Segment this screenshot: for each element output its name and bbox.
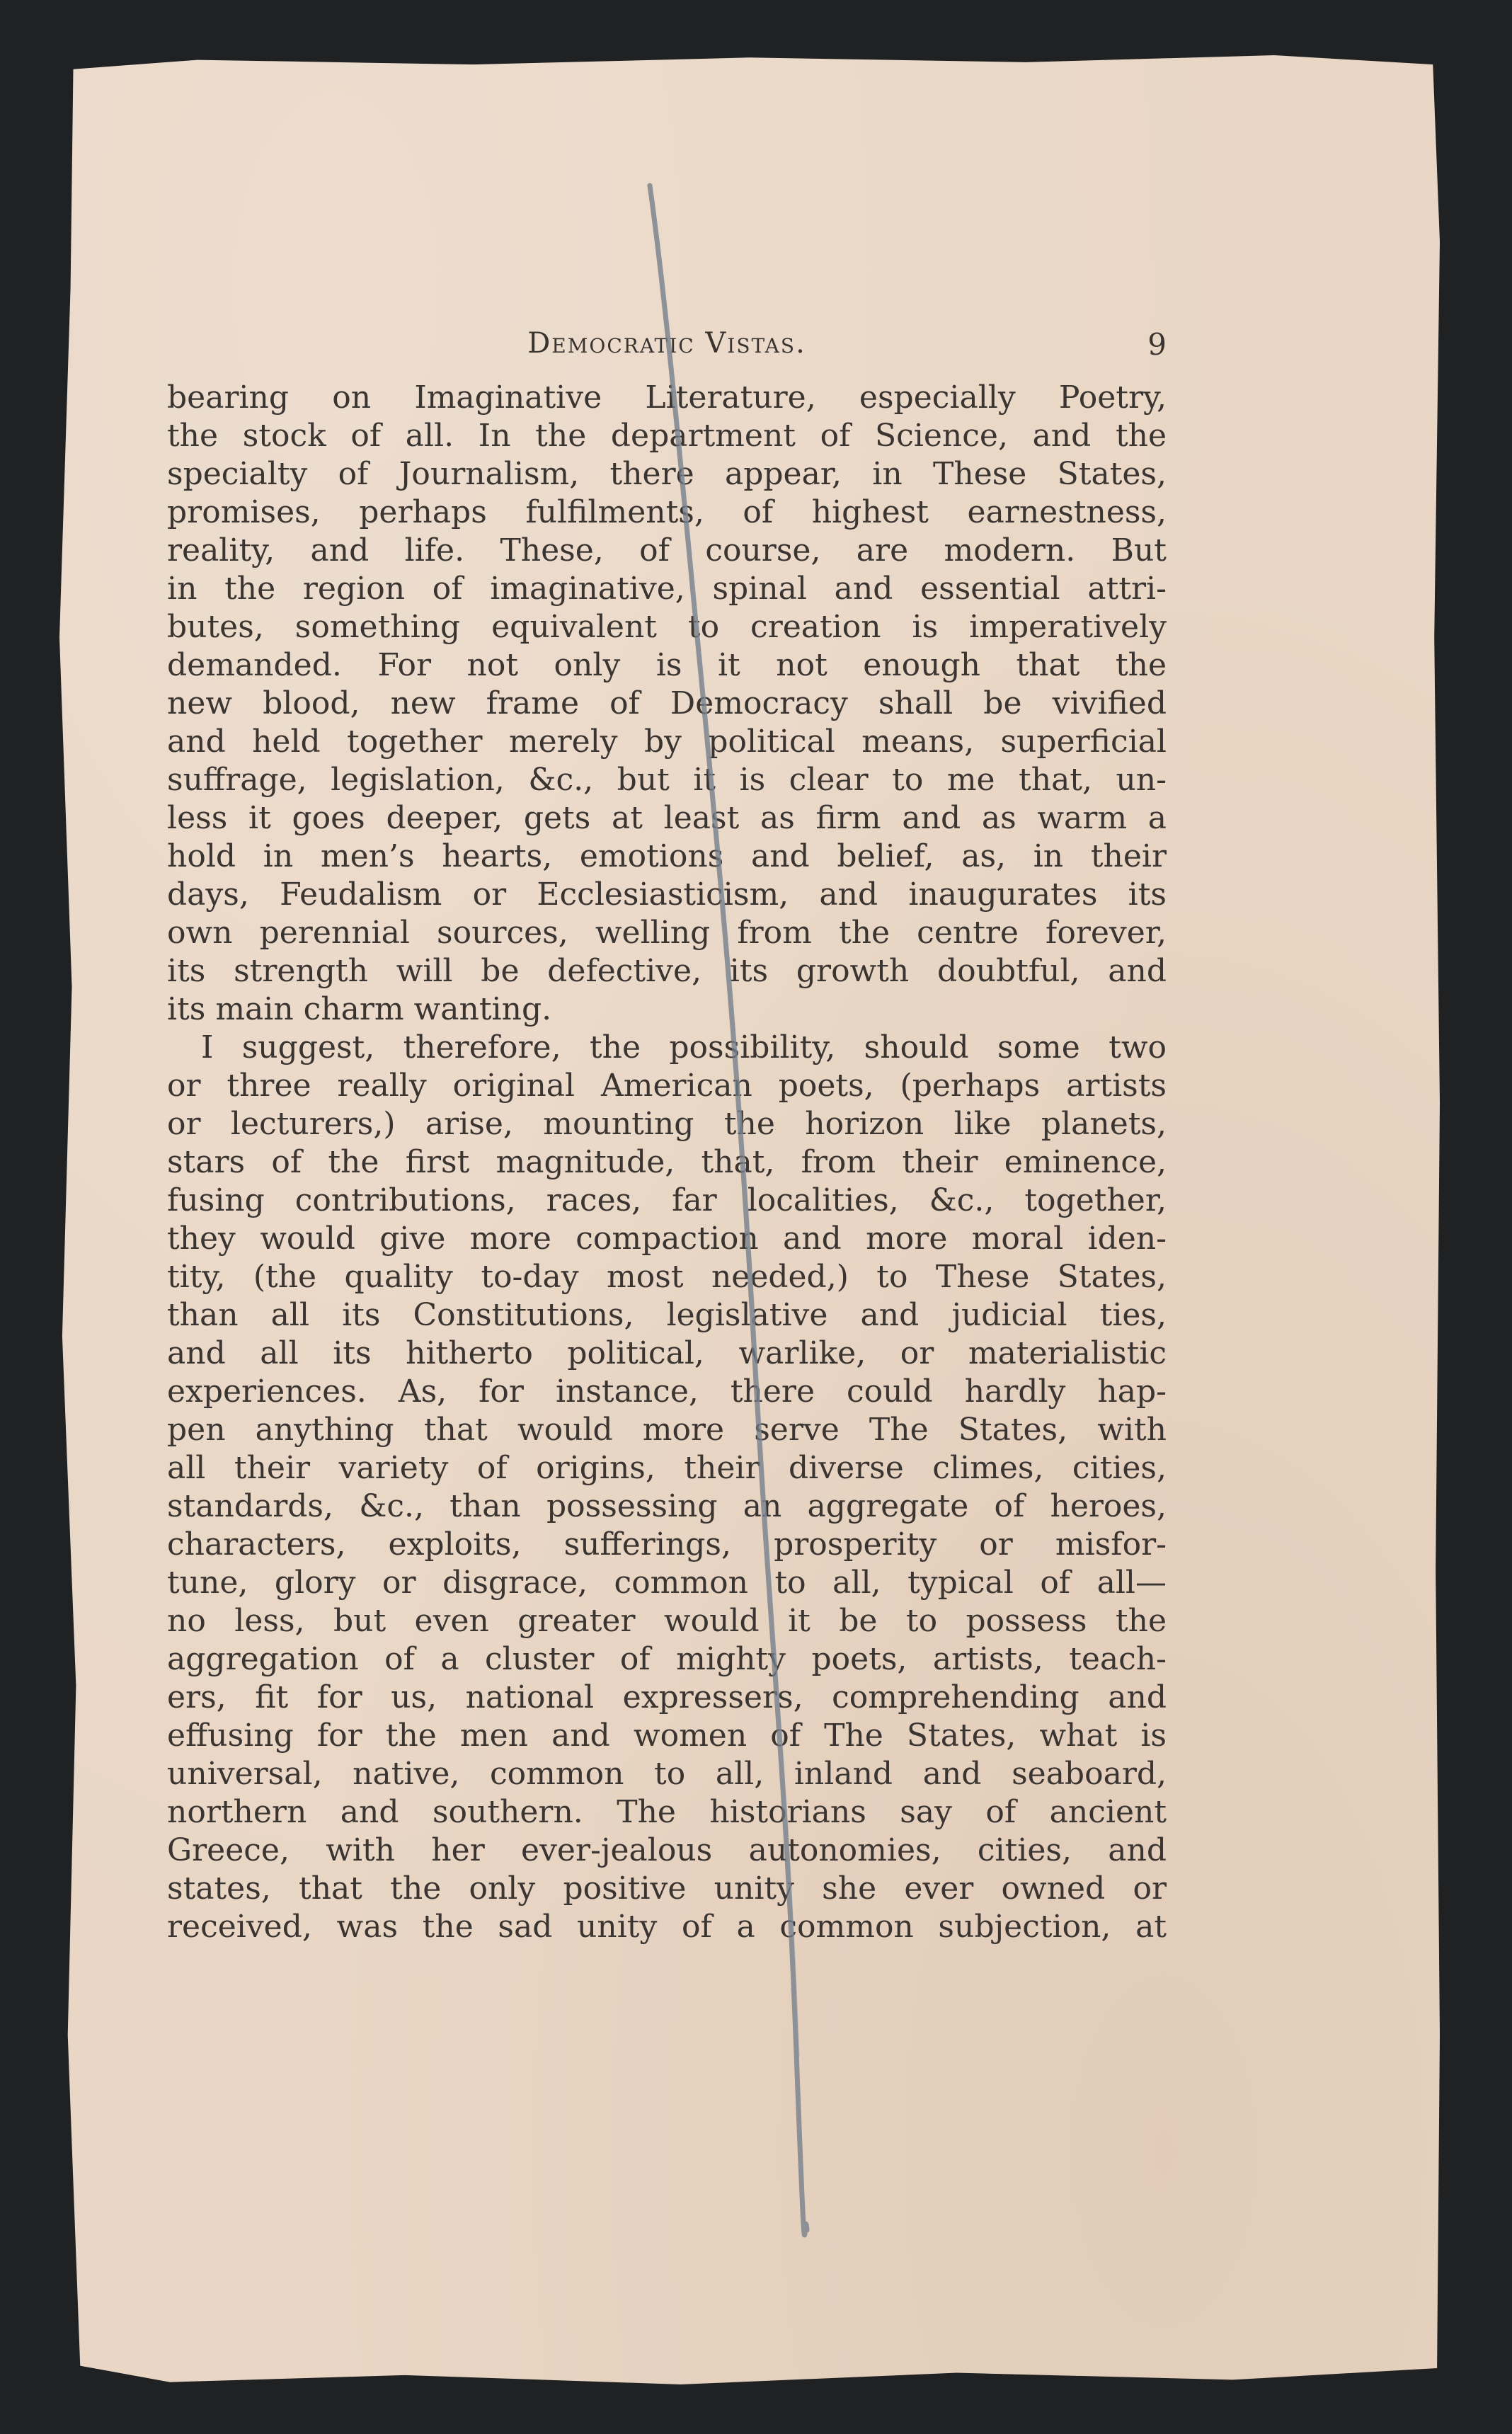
text-line: pen anything that would more serve The States, with [167,1412,1167,1448]
text-line: hold in men’s hearts, emotions and belief, as, in their [167,838,1167,874]
text-line: and all its hitherto political, warlike, or materialistic [167,1335,1167,1371]
text-line: fusing contributions, races, far localities, &c., together, [167,1182,1167,1218]
text-line: experiences. As, for instance, there could hardly hap- [167,1373,1167,1410]
text-line: tity, (the quality to-day most needed,) to These States, [167,1259,1167,1295]
text-line: demanded. For not only is it not enough that the [167,647,1167,683]
text-line: aggregation of a cluster of mighty poets, artists, teach- [167,1641,1167,1677]
text-line: and held together merely by political means, superficial [167,724,1167,760]
page-header [167,327,1167,384]
text-line: suffrage, legislation, &c., but it is clear to me that, un- [167,762,1167,798]
text-line: own perennial sources, welling from the centre forever, [167,915,1167,951]
text-line: Greece, with her ever-jealous autonomies, cities, and [167,1832,1167,1868]
text-line: or three really original American poets, (perhaps artists [167,1068,1167,1104]
paragraph-1 [167,379,1167,1029]
text-line: tune, glory or disgrace, common to all, typical of all— [167,1565,1167,1601]
text-line: specialty of Journalism, there appear, in These States, [167,456,1167,492]
text-line: northern and southern. The historians say of ancient [167,1794,1167,1830]
text-line: no less, but even greater would it be to possess the [167,1603,1167,1639]
text-line: new blood, new frame of Democracy shall be vivified [167,685,1167,721]
text-line: bearing on Imaginative Literature, especially Poetry, [167,379,1167,416]
text-line: or lecturers,) arise, mounting the horizon like planets, [167,1106,1167,1142]
text-line: its main charm wanting. [167,991,552,1027]
paragraph-2 [167,1029,1167,1946]
text-line: I suggest, therefore, the possibility, should some two [201,1029,1167,1065]
text-line: promises, perhaps fulfilments, of highest earnestness, [167,494,1167,530]
text-line: they would give more compaction and more moral iden- [167,1221,1167,1257]
text-line: effusing for the men and women of The States, what is [167,1718,1167,1754]
text-line: stars of the first magnitude, that, from their eminence, [167,1144,1167,1180]
text-line: days, Feudalism or Ecclesiasticism, and inaugurates its [167,876,1167,913]
text-line: universal, native, common to all, inland and seaboard, [167,1756,1167,1792]
text-line: butes, something equivalent to creation is imperatively [167,609,1167,645]
text-line: characters, exploits, sufferings, prosperity or misfor- [167,1526,1167,1562]
text-line: states, that the only positive unity she ever owned or [167,1870,1167,1907]
text-line: reality, and life. These, of course, are modern. But [167,532,1167,568]
page-number: 9 [1147,327,1167,362]
text-line: received, was the sad unity of a common subjection, at [167,1909,1167,1945]
text-line: in the region of imaginative, spinal and essential attri- [167,571,1167,607]
text-line: all their variety of origins, their diverse climes, cities, [167,1450,1167,1486]
text-line: its strength will be defective, its growth doubtful, and [167,953,1167,989]
text-line: standards, &c., than possessing an aggregate of heroes, [167,1488,1167,1524]
body-text [167,379,1167,1946]
running-title: Democratic Vistas. [527,327,806,360]
text-line: ers, fit for us, national expressers, comprehending and [167,1679,1167,1715]
text-line: than all its Constitutions, legislative and judicial ties, [167,1297,1167,1333]
text-line: less it goes deeper, gets at least as firm and as warm a [167,800,1167,836]
text-line: the stock of all. In the department of Science, and the [167,418,1167,454]
